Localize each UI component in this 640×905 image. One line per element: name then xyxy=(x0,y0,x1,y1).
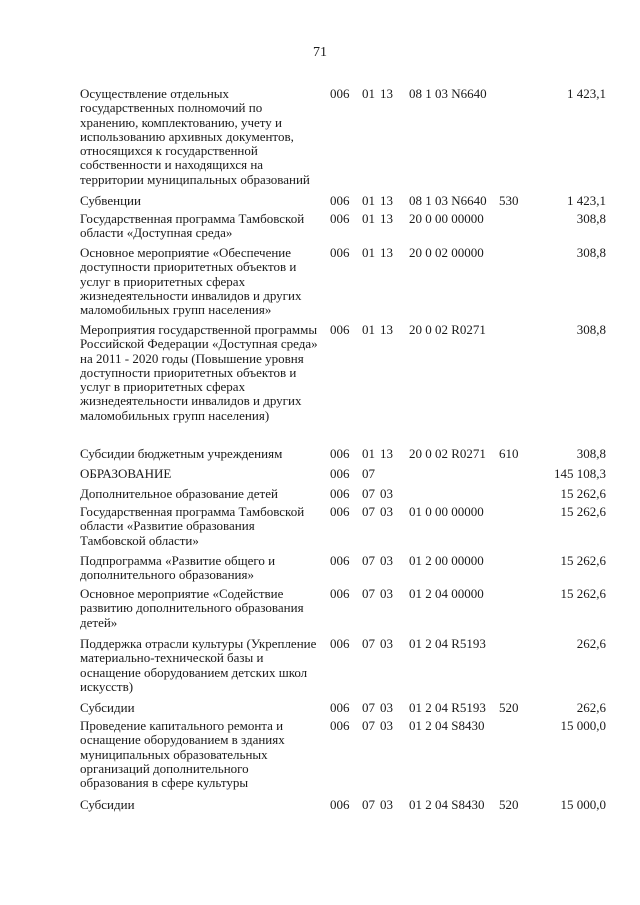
row-vedom: 006 xyxy=(330,245,350,260)
row-podrazdel: 13 xyxy=(380,211,393,226)
row-vedom: 006 xyxy=(330,193,350,208)
row-vid: 520 xyxy=(499,700,519,715)
row-summa: 15 262,6 xyxy=(560,553,606,568)
row-razdel: 01 xyxy=(362,322,375,337)
row-tsel: 08 1 03 N6640 xyxy=(409,86,487,101)
row-vedom: 006 xyxy=(330,700,350,715)
row-name: Поддержка отрасли культуры (Укрепление материально-технической базы и оснащение оборудованием детских школ искусств) xyxy=(80,636,317,694)
row-razdel: 01 xyxy=(362,245,375,260)
row-razdel: 01 xyxy=(362,211,375,226)
row-summa: 308,8 xyxy=(576,322,606,337)
row-vedom: 006 xyxy=(330,586,350,601)
row-tsel: 01 0 00 00000 xyxy=(409,504,484,519)
row-name: Основное мероприятие «Содействие развитию дополнительного образования детей» xyxy=(80,586,304,630)
row-summa: 15 000,0 xyxy=(560,718,606,733)
row-summa: 15 262,6 xyxy=(560,586,606,601)
row-tsel: 20 0 00 00000 xyxy=(409,211,484,226)
row-razdel: 07 xyxy=(362,700,375,715)
row-vid: 530 xyxy=(499,193,519,208)
row-podrazdel: 03 xyxy=(380,504,393,519)
row-name: ОБРАЗОВАНИЕ xyxy=(80,466,172,481)
row-summa: 262,6 xyxy=(576,700,606,715)
row-podrazdel: 03 xyxy=(380,486,393,501)
row-vedom: 006 xyxy=(330,211,350,226)
row-summa: 1 423,1 xyxy=(567,193,606,208)
row-podrazdel: 03 xyxy=(380,636,393,651)
row-tsel: 01 2 04 S8430 xyxy=(409,718,485,733)
row-tsel: 20 0 02 00000 xyxy=(409,245,484,260)
row-podrazdel: 13 xyxy=(380,322,393,337)
row-summa: 308,8 xyxy=(576,211,606,226)
row-name: Субсидии xyxy=(80,700,135,715)
row-vedom: 006 xyxy=(330,486,350,501)
row-podrazdel: 13 xyxy=(380,245,393,260)
row-tsel: 01 2 04 R5193 xyxy=(409,700,486,715)
row-name: Осуществление отдельных государственных полномочий по хранению, комплектованию, учету и использованию архивных документов, относящихся к государственной собственности и находящихся на территории муниципальных образований xyxy=(80,86,310,187)
row-name: Субсидии бюджетным учреждениям xyxy=(80,446,283,461)
row-vedom: 006 xyxy=(330,504,350,519)
row-razdel: 01 xyxy=(362,86,375,101)
row-summa: 308,8 xyxy=(576,446,606,461)
row-summa: 15 262,6 xyxy=(560,486,606,501)
row-summa: 145 108,3 xyxy=(554,466,606,481)
row-vedom: 006 xyxy=(330,86,350,101)
row-tsel: 01 2 00 00000 xyxy=(409,553,484,568)
row-razdel: 07 xyxy=(362,797,375,812)
row-vedom: 006 xyxy=(330,718,350,733)
row-name: Мероприятия государственной программы Российской Федерации «Доступная среда» на 2011 - 2020 годы (Повышение уровня доступности приоритетных объектов и услуг в приоритетных сферах жизнедеятельности инвалидов и других маломобильных групп населения) xyxy=(80,322,318,423)
row-vedom: 006 xyxy=(330,466,350,481)
row-summa: 15 000,0 xyxy=(560,797,606,812)
row-name: Основное мероприятие «Обеспечение доступности приоритетных объектов и услуг в приоритетных сферах жизнедеятельности инвалидов и других маломобильных групп населения» xyxy=(80,245,302,318)
row-name: Дополнительное образование детей xyxy=(80,486,278,501)
row-vedom: 006 xyxy=(330,446,350,461)
row-summa: 262,6 xyxy=(576,636,606,651)
row-podrazdel: 03 xyxy=(380,553,393,568)
row-tsel: 08 1 03 N6640 xyxy=(409,193,487,208)
row-vid: 520 xyxy=(499,797,519,812)
row-name: Подпрограмма «Развитие общего и дополнительного образования» xyxy=(80,553,276,583)
row-podrazdel: 13 xyxy=(380,446,393,461)
row-summa: 15 262,6 xyxy=(560,504,606,519)
row-name: Проведение капитального ремонта и оснащение оборудованием в зданиях муниципальных образовательных организаций дополнительного образования в сфере культуры xyxy=(80,718,285,791)
row-vedom: 006 xyxy=(330,322,350,337)
row-podrazdel: 03 xyxy=(380,797,393,812)
row-podrazdel: 03 xyxy=(380,700,393,715)
row-razdel: 07 xyxy=(362,504,375,519)
row-vedom: 006 xyxy=(330,636,350,651)
row-name: Государственная программа Тамбовской области «Развитие образования Тамбовской области» xyxy=(80,504,305,548)
row-razdel: 07 xyxy=(362,718,375,733)
row-tsel: 01 2 04 S8430 xyxy=(409,797,485,812)
row-razdel: 07 xyxy=(362,466,375,481)
row-tsel: 20 0 02 R0271 xyxy=(409,446,486,461)
row-summa: 1 423,1 xyxy=(567,86,606,101)
row-podrazdel: 03 xyxy=(380,586,393,601)
row-razdel: 07 xyxy=(362,486,375,501)
row-name: Субвенции xyxy=(80,193,141,208)
row-razdel: 01 xyxy=(362,193,375,208)
row-razdel: 07 xyxy=(362,586,375,601)
row-summa: 308,8 xyxy=(576,245,606,260)
row-razdel: 01 xyxy=(362,446,375,461)
row-tsel: 20 0 02 R0271 xyxy=(409,322,486,337)
page-number: 71 xyxy=(313,45,327,60)
row-podrazdel: 13 xyxy=(380,86,393,101)
row-razdel: 07 xyxy=(362,553,375,568)
row-vedom: 006 xyxy=(330,797,350,812)
row-name: Государственная программа Тамбовской области «Доступная среда» xyxy=(80,211,305,241)
row-razdel: 07 xyxy=(362,636,375,651)
row-vid: 610 xyxy=(499,446,519,461)
row-podrazdel: 13 xyxy=(380,193,393,208)
row-tsel: 01 2 04 R5193 xyxy=(409,636,486,651)
row-vedom: 006 xyxy=(330,553,350,568)
row-name: Субсидии xyxy=(80,797,135,812)
row-tsel: 01 2 04 00000 xyxy=(409,586,484,601)
row-podrazdel: 03 xyxy=(380,718,393,733)
